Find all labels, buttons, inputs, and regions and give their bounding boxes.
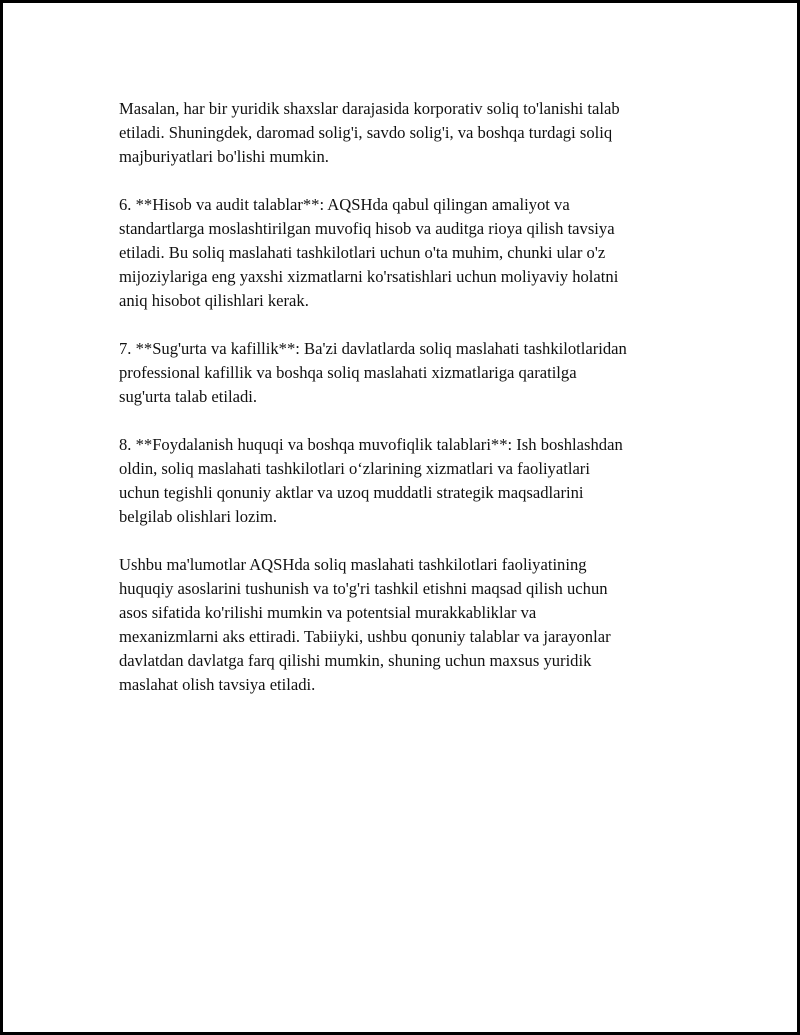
text-line: maslahat olish tavsiya etiladi. xyxy=(119,675,316,694)
text-line: Masalan, har bir yuridik shaxslar darajasida korporativ soliq to'lanishi talab xyxy=(119,99,620,118)
text-line: belgilab olishlari lozim. xyxy=(119,507,278,526)
text-line: etiladi. Shuningdek, daromad solig'i, savdo solig'i, va boshqa turdagi soliq xyxy=(119,123,613,142)
text-line: mexanizmlarni aks ettiradi. Tabiiyki, ushbu qonuniy talablar va jarayonlar xyxy=(119,627,611,646)
text-line: Ushbu ma'lumotlar AQSHda soliq maslahati tashkilotlari faoliyatining xyxy=(119,555,587,574)
text-line: asos sifatida ko'rilishi mumkin va potentsial murakkabliklar va xyxy=(119,603,537,622)
paragraph-usage-rights xyxy=(119,433,694,529)
text-line: 6. **Hisob va audit talablar**: AQSHda qabul qilingan amaliyot va xyxy=(119,195,570,214)
text-line: majburiyatlari bo'lishi mumkin. xyxy=(119,147,329,166)
text-line: sug'urta talab etiladi. xyxy=(119,387,258,406)
paragraph-accounting-audit xyxy=(119,193,694,313)
text-line: etiladi. Bu soliq maslahati tashkilotlari uchun o'ta muhim, chunki ular o'z xyxy=(119,243,606,262)
text-line: oldin, soliq maslahati tashkilotlari o‘zlarining xizmatlari va faoliyatlari xyxy=(119,459,590,478)
text-line: uchun tegishli qonuniy aktlar va uzoq muddatli strategik maqsadlarini xyxy=(119,483,584,502)
text-line: 8. **Foydalanish huquqi va boshqa muvofiqlik talablari**: Ish boshlashdan xyxy=(119,435,623,454)
paragraph-conclusion xyxy=(119,553,694,697)
text-line: davlatdan davlatga farq qilishi mumkin, shuning uchun maxsus yuridik xyxy=(119,651,592,670)
text-line: mijoziylariga eng yaxshi xizmatlarni ko'rsatishlari uchun moliyaviy holatni xyxy=(119,267,619,286)
text-line: huquqiy asoslarini tushunish va to'g'ri tashkil etishni maqsad qilish uchun xyxy=(119,579,608,598)
text-line: 7. **Sug'urta va kafillik**: Ba'zi davlatlarda soliq maslahati tashkilotlaridan xyxy=(119,339,627,358)
text-line: standartlarga moslashtirilgan muvofiq hisob va auditga rioya qilish tavsiya xyxy=(119,219,615,238)
document-body xyxy=(119,97,694,721)
paragraph-corporate-tax xyxy=(119,97,694,169)
text-line: professional kafillik va boshqa soliq maslahati xizmatlariga qaratilga xyxy=(119,363,577,382)
text-line: aniq hisobot qilishlari kerak. xyxy=(119,291,309,310)
paragraph-insurance-guarantee xyxy=(119,337,694,409)
